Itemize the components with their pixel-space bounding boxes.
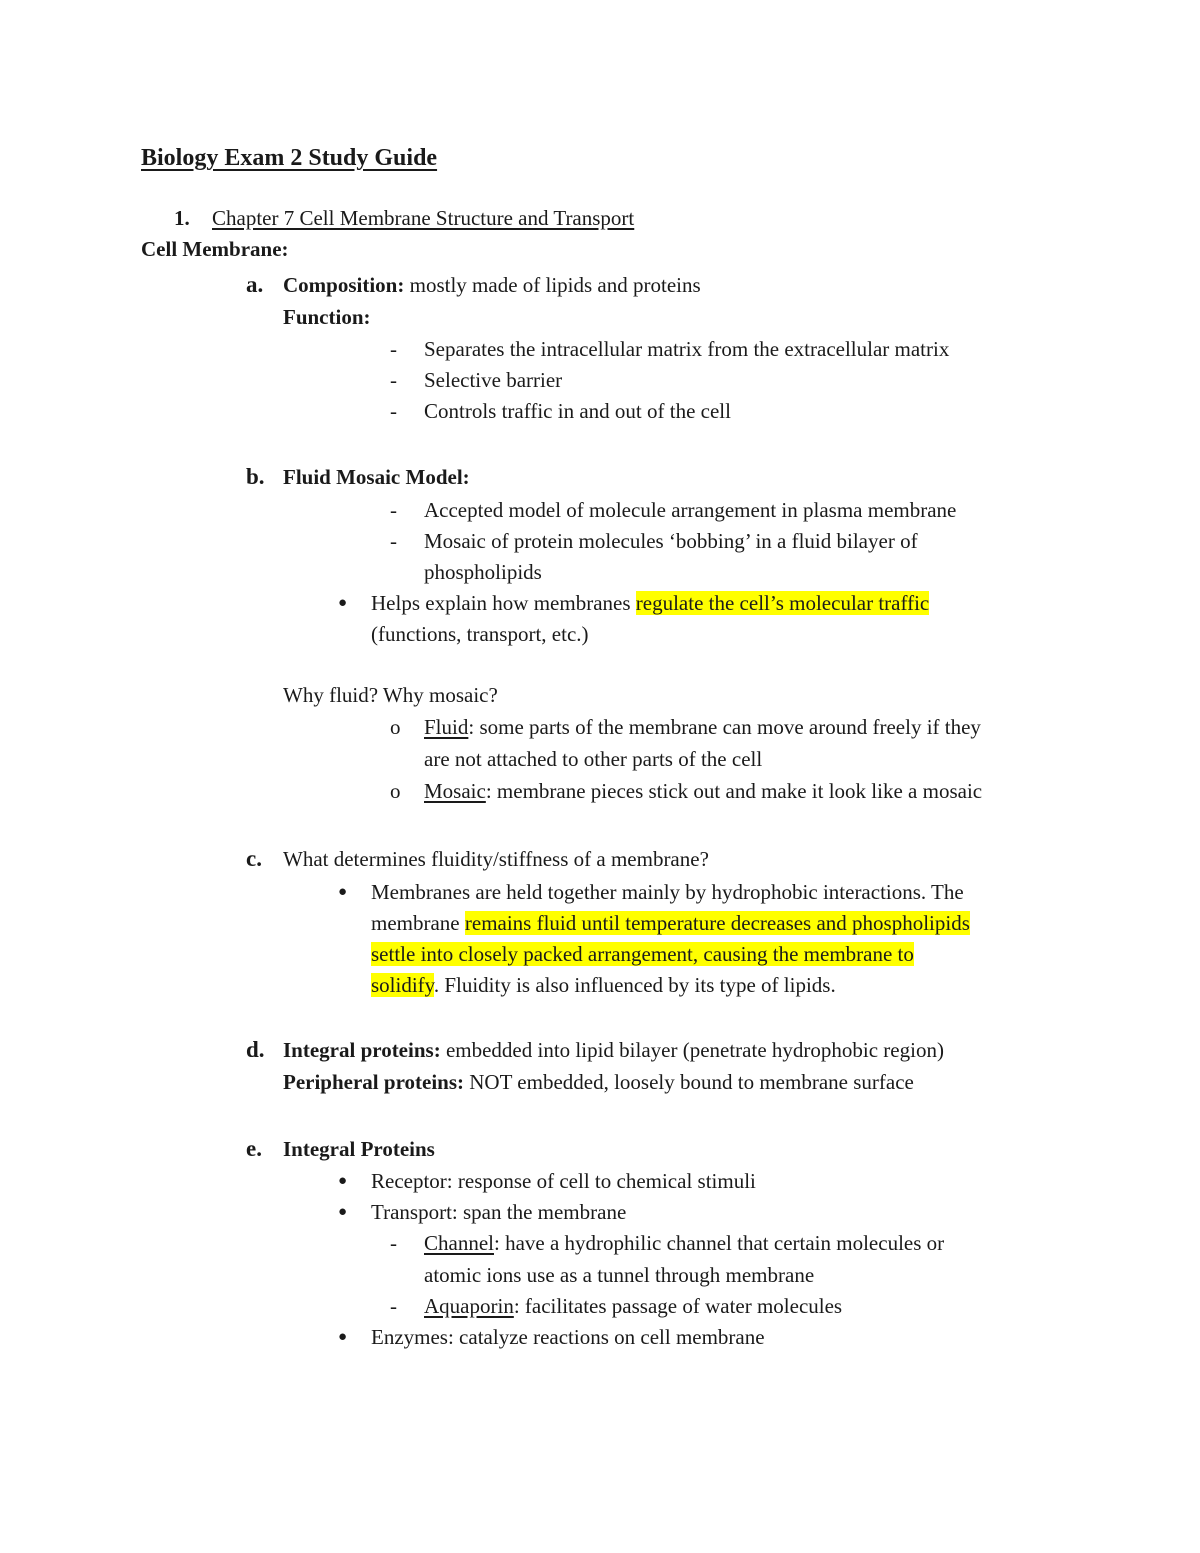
item-c-marker: c.: [246, 846, 262, 871]
dash-marker: -: [390, 1294, 397, 1318]
fluidity-answer-cont: [371, 941, 914, 967]
chapter-heading: Chapter 7 Cell Membrane Structure and Transport: [212, 206, 635, 230]
fluid-mosaic-bullet-cont: (functions, transport, etc.): [371, 622, 589, 646]
composition-line: [283, 272, 701, 298]
circle-marker: o: [390, 779, 401, 803]
page-title: Biology Exam 2 Study Guide: [141, 145, 438, 171]
fluid-mosaic-item-cont: phospholipids: [424, 560, 542, 584]
highlighted-text: solidify: [371, 973, 434, 997]
channel-text: : have a hydrophilic channel that certain molecules or: [493, 1231, 945, 1255]
highlighted-text: remains fluid until temperature decreases and phospholipids: [464, 911, 970, 935]
mosaic-text: : membrane pieces stick out and make it look like a mosaic: [485, 779, 983, 803]
integral-proteins-heading: Integral Proteins: [283, 1137, 435, 1161]
item-d-marker: d.: [246, 1037, 265, 1062]
dash-marker: -: [390, 1231, 397, 1255]
fluid-mosaic-heading: Fluid Mosaic Model:: [283, 465, 470, 489]
integral-text: embedded into lipid bilayer (penetrate hydrophobic region): [440, 1038, 944, 1062]
integral-proteins-line: [283, 1037, 944, 1063]
fluid-explanation: [424, 714, 981, 740]
dash-marker: -: [390, 337, 397, 361]
item-b-marker: b.: [246, 464, 265, 489]
answer-text: . Fluidity is also influenced by its type of lipids.: [433, 973, 836, 997]
bullet-marker: ●: [338, 884, 348, 900]
fluid-mosaic-bullet: [371, 590, 929, 616]
fluidity-answer-cont: [371, 910, 970, 936]
aquaporin-text: : facilitates passage of water molecules: [513, 1294, 843, 1318]
channel-term: Channel: [424, 1231, 494, 1255]
receptor-item: Receptor: response of cell to chemical stimuli: [371, 1169, 756, 1193]
fluid-term: Fluid: [424, 715, 469, 739]
integral-label: Integral proteins:: [283, 1038, 441, 1062]
peripheral-proteins-line: [283, 1069, 914, 1095]
chapter-number: 1.: [174, 206, 190, 230]
dash-marker: -: [390, 399, 397, 423]
composition-label: Composition:: [283, 273, 405, 297]
fluidity-answer-cont: [371, 972, 836, 998]
transport-item: Transport: span the membrane: [371, 1200, 627, 1224]
channel-item-cont: atomic ions use as a tunnel through membrane: [424, 1263, 815, 1287]
section-heading: Cell Membrane:: [141, 237, 289, 261]
item-e-marker: e.: [246, 1136, 262, 1161]
answer-text: membrane: [371, 911, 465, 935]
function-item: Controls traffic in and out of the cell: [424, 399, 731, 423]
peripheral-text: NOT embedded, loosely bound to membrane surface: [464, 1070, 914, 1094]
fluid-mosaic-item: Accepted model of molecule arrangement in plasma membrane: [424, 498, 957, 522]
fluidity-answer: Membranes are held together mainly by hydrophobic interactions. The: [371, 880, 964, 904]
aquaporin-item: [424, 1293, 842, 1319]
item-a-marker: a.: [246, 272, 264, 297]
bullet-marker: ●: [338, 1329, 348, 1345]
enzymes-item: Enzymes: catalyze reactions on cell membrane: [371, 1325, 765, 1349]
mosaic-term: Mosaic: [424, 779, 486, 803]
bullet-marker: ●: [338, 595, 348, 611]
dash-marker: -: [390, 368, 397, 392]
peripheral-label: Peripheral proteins:: [283, 1070, 465, 1094]
function-item: Separates the intracellular matrix from the extracellular matrix: [424, 337, 950, 361]
bullet-marker: ●: [338, 1204, 348, 1220]
bullet-text: Helps explain how membranes: [371, 591, 636, 615]
composition-text: mostly made of lipids and proteins: [404, 273, 701, 297]
circle-marker: o: [390, 715, 401, 739]
mosaic-explanation: [424, 778, 982, 804]
fluid-mosaic-item: Mosaic of protein molecules ‘bobbing’ in a fluid bilayer of: [424, 529, 918, 553]
highlighted-text: settle into closely packed arrangement, causing the membrane to: [371, 942, 914, 966]
function-item: Selective barrier: [424, 368, 563, 392]
fluid-text: : some parts of the membrane can move around freely if they: [468, 715, 981, 739]
bullet-marker: ●: [338, 1173, 348, 1189]
function-label: Function:: [283, 305, 371, 329]
why-question: Why fluid? Why mosaic?: [283, 683, 498, 707]
fluidity-question: What determines fluidity/stiffness of a membrane?: [283, 847, 709, 871]
dash-marker: -: [390, 498, 397, 522]
aquaporin-term: Aquaporin: [424, 1294, 514, 1318]
highlighted-text: regulate the cell’s molecular traffic: [635, 591, 930, 615]
fluid-explanation-cont: are not attached to other parts of the cell: [424, 747, 763, 771]
channel-item: [424, 1230, 944, 1256]
dash-marker: -: [390, 529, 397, 553]
